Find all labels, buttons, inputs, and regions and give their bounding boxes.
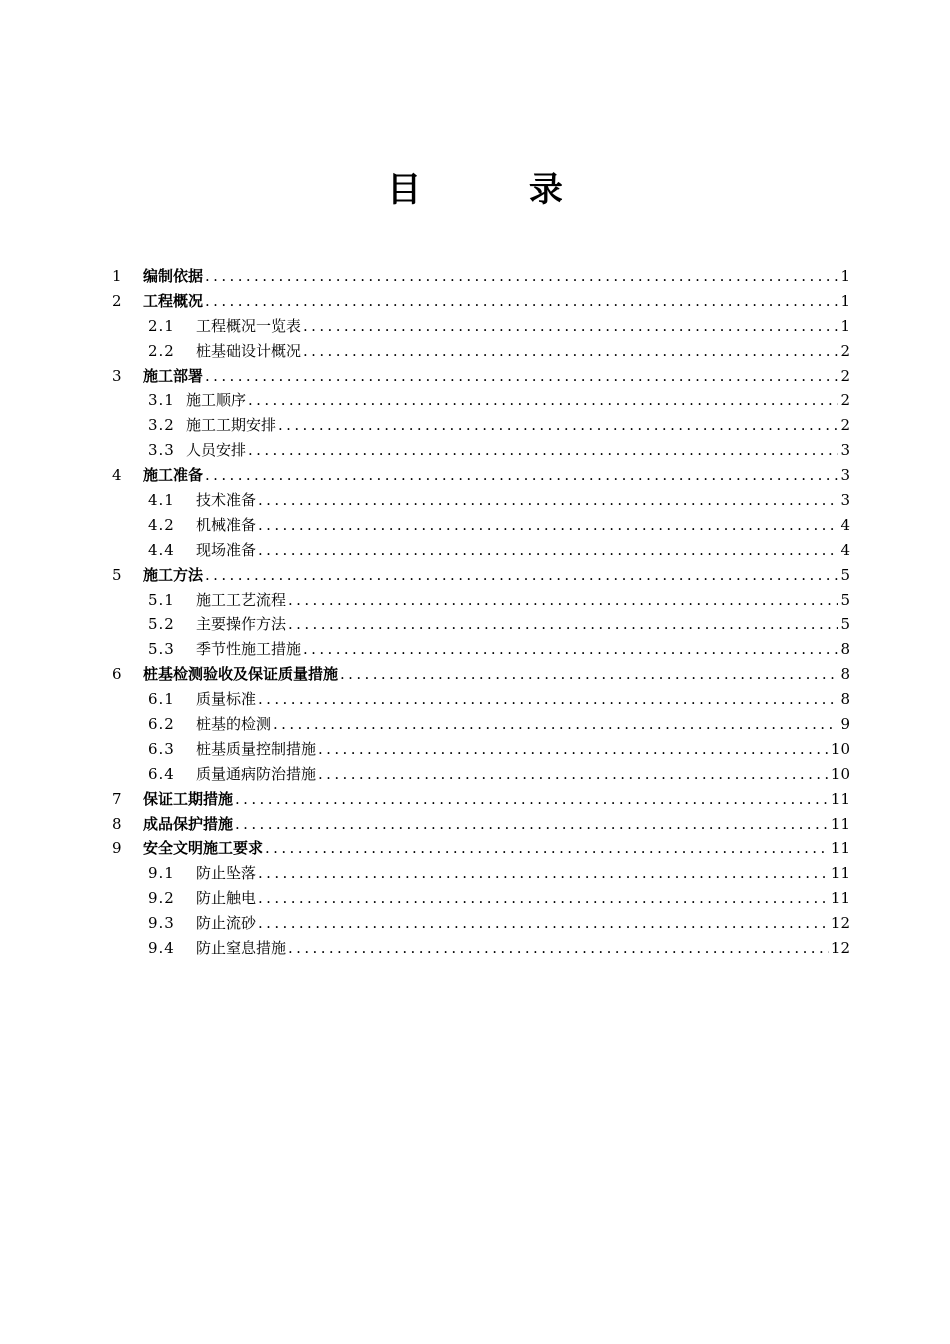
toc-dot-leader <box>318 737 829 762</box>
toc-entry-number: 8 <box>112 814 122 833</box>
page-title: 目 录 <box>387 170 611 210</box>
toc-entry-number: 5.3 <box>148 640 175 659</box>
toc-entry-title: 安全文明施工要求 <box>143 839 264 858</box>
toc-section-row[interactable] <box>112 264 850 289</box>
toc-entry-number: 9.1 <box>148 864 175 883</box>
toc-subsection-row[interactable] <box>112 612 850 637</box>
toc-subsection-row[interactable] <box>112 339 850 364</box>
toc-page-number: 11 <box>830 839 850 858</box>
toc-dot-leader <box>248 388 838 413</box>
toc-dot-leader <box>235 812 829 837</box>
toc-section-row[interactable] <box>112 812 850 837</box>
toc-entry-number: 3.2 <box>148 416 175 435</box>
toc-entry-title: 防止坠落 <box>196 864 257 883</box>
toc-entry-number: 7 <box>112 789 122 808</box>
toc-entry-title: 施工准备 <box>143 466 204 485</box>
toc-dot-leader <box>340 662 838 687</box>
toc-entry-title: 成品保护措施 <box>143 814 234 833</box>
toc-dot-leader <box>288 612 838 637</box>
toc-entry-number: 2 <box>112 291 122 310</box>
toc-dot-leader <box>205 463 838 488</box>
toc-entry-number: 6.1 <box>148 690 175 709</box>
toc-entry-title: 季节性施工措施 <box>196 640 302 659</box>
toc-subsection-row[interactable] <box>112 737 850 762</box>
toc-entry-number: 1 <box>112 267 122 285</box>
toc-dot-leader <box>265 836 829 861</box>
toc-entry-title: 编制依据 <box>143 267 204 285</box>
toc-entry-number: 9.2 <box>148 889 175 908</box>
toc-entry-number: 5 <box>112 565 122 584</box>
toc-page-number: 3 <box>840 441 850 460</box>
toc-page-number: 1 <box>840 316 850 335</box>
toc-dot-leader <box>258 861 829 886</box>
toc-entry-title: 主要操作方法 <box>196 615 287 634</box>
toc-entry-title: 施工部署 <box>143 366 204 385</box>
toc-entry-number: 9 <box>112 839 122 858</box>
toc-section-row[interactable] <box>112 662 850 687</box>
toc-entry-title: 工程概况 <box>143 291 204 310</box>
toc-dot-leader <box>303 314 838 339</box>
toc-page-number: 8 <box>840 640 850 659</box>
toc-entry-title: 机械准备 <box>196 515 257 534</box>
toc-page-number: 5 <box>840 615 850 634</box>
toc-entry-title: 桩基检测验收及保证质量措施 <box>143 665 339 684</box>
toc-subsection-row[interactable] <box>112 861 850 886</box>
toc-dot-leader <box>278 413 838 438</box>
toc-subsection-row[interactable] <box>112 388 850 413</box>
toc-entry-number: 4 <box>112 466 122 485</box>
toc-entry-number: 4.1 <box>148 491 175 510</box>
toc-dot-leader <box>258 488 838 513</box>
toc-entry-number: 2.2 <box>148 341 175 360</box>
toc-page-number: 9 <box>840 715 850 734</box>
toc-subsection-row[interactable] <box>112 413 850 438</box>
toc-dot-leader <box>258 911 829 936</box>
toc-page-number: 1 <box>840 291 850 310</box>
toc-dot-leader <box>205 264 838 289</box>
toc-page-number: 2 <box>840 366 850 385</box>
toc-page-number: 8 <box>840 690 850 709</box>
toc-subsection-row[interactable] <box>112 911 850 936</box>
toc-entry-number: 3.3 <box>148 441 175 460</box>
toc-entry-title: 施工工期安排 <box>186 416 277 435</box>
toc-page-number: 11 <box>830 814 850 833</box>
toc-dot-leader <box>273 712 838 737</box>
table-of-contents <box>112 264 850 961</box>
toc-entry-title: 桩基质量控制措施 <box>196 739 317 758</box>
toc-page-number: 11 <box>830 789 850 808</box>
toc-entry-title: 工程概况一览表 <box>196 316 302 335</box>
toc-entry-number: 2.1 <box>148 316 175 335</box>
toc-section-row[interactable] <box>112 563 850 588</box>
toc-entry-number: 9.3 <box>148 914 175 933</box>
toc-dot-leader <box>205 563 838 588</box>
toc-subsection-row[interactable] <box>112 588 850 613</box>
toc-page-number: 4 <box>840 540 850 559</box>
toc-entry-title: 保证工期措施 <box>143 789 234 808</box>
toc-entry-number: 5.1 <box>148 590 175 609</box>
toc-page-number: 4 <box>840 515 850 534</box>
toc-entry-title: 防止流砂 <box>196 914 257 933</box>
toc-page-number: 1 <box>840 267 850 285</box>
toc-dot-leader <box>248 438 838 463</box>
toc-section-row[interactable] <box>112 463 850 488</box>
toc-dot-leader <box>288 588 838 613</box>
toc-entry-number: 6.3 <box>148 739 175 758</box>
toc-entry-title: 技术准备 <box>196 491 257 510</box>
toc-entry-title: 桩基础设计概况 <box>196 341 302 360</box>
toc-entry-title: 施工顺序 <box>186 391 247 410</box>
toc-page-number: 5 <box>840 565 850 584</box>
toc-subsection-row[interactable] <box>112 538 850 563</box>
toc-dot-leader <box>303 637 838 662</box>
toc-entry-number: 9.4 <box>148 939 175 958</box>
toc-subsection-row[interactable] <box>112 513 850 538</box>
toc-section-row[interactable] <box>112 787 850 812</box>
toc-dot-leader <box>258 687 838 712</box>
toc-subsection-row[interactable] <box>112 637 850 662</box>
toc-subsection-row[interactable] <box>112 886 850 911</box>
toc-subsection-row[interactable] <box>112 488 850 513</box>
toc-dot-leader <box>258 886 829 911</box>
toc-subsection-row[interactable] <box>112 687 850 712</box>
toc-page-number: 3 <box>840 466 850 485</box>
toc-subsection-row[interactable] <box>112 936 850 961</box>
toc-entry-title: 质量通病防治措施 <box>196 764 317 783</box>
toc-dot-leader <box>258 538 838 563</box>
toc-dot-leader <box>258 513 838 538</box>
toc-entry-title: 施工工艺流程 <box>196 590 287 609</box>
toc-entry-title: 现场准备 <box>196 540 257 559</box>
toc-entry-number: 3.1 <box>148 391 175 410</box>
toc-subsection-row[interactable] <box>112 438 850 463</box>
toc-dot-leader <box>288 936 829 961</box>
toc-page-number: 8 <box>840 665 850 684</box>
toc-entry-number: 6.4 <box>148 764 175 783</box>
toc-page-number: 11 <box>830 864 850 883</box>
toc-entry-number: 6.2 <box>148 715 175 734</box>
toc-entry-number: 4.2 <box>148 515 175 534</box>
toc-page-number: 2 <box>840 391 850 410</box>
toc-entry-number: 5.2 <box>148 615 175 634</box>
toc-section-row[interactable] <box>112 364 850 389</box>
toc-page-number: 5 <box>840 590 850 609</box>
toc-page-number: 10 <box>830 764 850 783</box>
toc-entry-number: 4.4 <box>148 540 175 559</box>
toc-subsection-row[interactable] <box>112 712 850 737</box>
toc-page-number: 2 <box>840 416 850 435</box>
toc-entry-title: 防止触电 <box>196 889 257 908</box>
toc-entry-title: 防止窒息措施 <box>196 939 287 958</box>
toc-page-number: 2 <box>840 341 850 360</box>
toc-page-number: 12 <box>830 939 850 958</box>
toc-dot-leader <box>235 787 829 812</box>
toc-dot-leader <box>303 339 838 364</box>
toc-section-row[interactable] <box>112 836 850 861</box>
toc-dot-leader <box>205 364 838 389</box>
toc-dot-leader <box>205 289 838 314</box>
toc-entry-number: 3 <box>112 366 122 385</box>
toc-page-number: 10 <box>830 739 850 758</box>
toc-page-number: 3 <box>840 491 850 510</box>
toc-page-number: 11 <box>830 889 850 908</box>
toc-entry-number: 6 <box>112 665 122 684</box>
toc-dot-leader <box>318 762 829 787</box>
toc-entry-title: 人员安排 <box>186 441 247 460</box>
toc-section-row[interactable] <box>112 289 850 314</box>
toc-subsection-row[interactable] <box>112 762 850 787</box>
toc-entry-title: 施工方法 <box>143 565 204 584</box>
toc-entry-title: 质量标准 <box>196 690 257 709</box>
toc-page-number: 12 <box>830 914 850 933</box>
toc-entry-title: 桩基的检测 <box>196 715 272 734</box>
toc-subsection-row[interactable] <box>112 314 850 339</box>
